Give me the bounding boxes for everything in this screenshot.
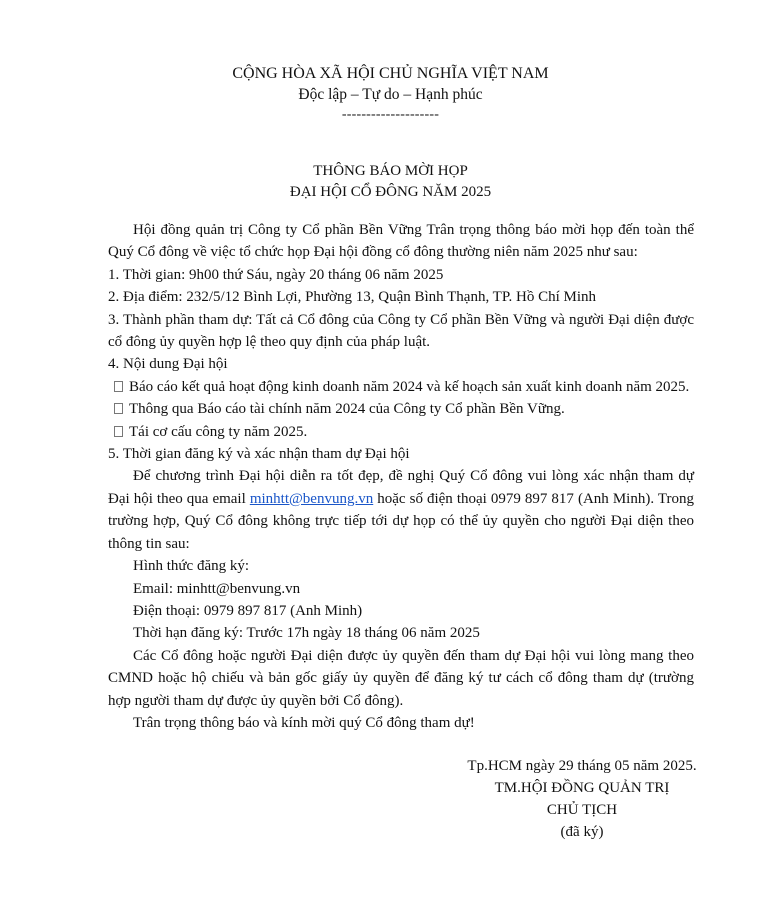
signature-status: (đã ký) [560,824,604,840]
bullet-box-icon [114,403,123,414]
intro-paragraph: Hội đồng quản trị Công ty Cổ phần Bền Vững Trân trọng thông báo mời họp đến toàn thể Quý Cổ đông về việc tổ chức họp Đại hội đồng cổ đông thường niên năm 2025 như sau: [108,222,694,261]
agenda-item [108,421,694,443]
agenda-item [108,398,694,420]
confirm-text-end: hoặc số điện thoại 0979 897 817 (Anh Minh). Trong trường hợp, Quý Cổ đông không trực tiếp tới dự họp có thể ủy quyền cho người Đại diện theo thông tin sau: [108,490,694,552]
nation-title: CỘNG HÒA XÃ HỘI CHỦ NGHĨA VIỆT NAM [232,65,549,82]
email-link[interactable]: minhtt@benvung.vn [249,490,374,507]
bullet-box-icon [114,381,123,392]
agenda-item [108,376,694,398]
signature-date: Tp.HCM ngày 29 tháng 05 năm 2025. [467,758,697,774]
item-participants: 3. Thành phần tham dự: Tất cả Cổ đông của Công ty Cổ phần Bền Vững và người Đại diện được cổ đông ủy quyền hợp lệ theo quy định của pháp luật. [108,311,694,351]
agenda-item-text: Báo cáo kết quả hoạt động kinh doanh năm 2024 và kế hoạch sản xuất kinh doanh năm 2025. [129,378,690,395]
document-title [0,161,781,203]
document-body [108,219,694,734]
registration-email: Email: minhtt@benvung.vn [133,580,301,597]
signature-block [452,755,712,843]
agenda-item-text: Thông qua Báo cáo tài chính năm 2024 của Công ty Cổ phần Bền Vững. [129,401,565,418]
confirm-text-start: Để chương trình Đại hội diễn ra tốt đẹp, đề nghị Quý Cổ đông vui lòng xác nhận tham dự Đại hội theo qua email [108,468,694,507]
motto: Độc lập – Tự do – Hạnh phúc [298,86,483,103]
closing-line: Trân trọng thông báo và kính mời quý Cổ đông tham dự! [133,714,475,731]
item-location: 2. Địa điểm: 232/5/12 Bình Lợi, Phường 13, Quận Bình Thạnh, TP. Hồ Chí Minh [108,289,597,306]
item-registration: 5. Thời gian đăng ký và xác nhận tham dự Đại hội [108,446,410,463]
registration-phone: Điện thoại: 0979 897 817 (Anh Minh) [133,602,363,619]
registration-heading: Hình thức đăng ký: [133,558,250,575]
signature-role: CHỦ TỊCH [546,802,618,818]
item-time: 1. Thời gian: 9h00 thứ Sáu, ngày 20 tháng 06 năm 2025 [108,266,444,283]
item-agenda: 4. Nội dung Đại hội [108,356,228,373]
signature-org: TM.HỘI ĐỒNG QUẢN TRỊ [494,780,670,796]
bullet-box-icon [114,426,123,437]
documents-paragraph: Các Cổ đông hoặc người Đại diện được ủy quyền đến tham dự Đại hội vui lòng mang theo CMND hoặc hộ chiếu và bản gốc giấy ủy quyền để đăng ký tư cách cổ đông tham dự (trường hợp người tham dự được ủy quyền bởi Cổ đông). [108,647,694,709]
title-line-2: ĐẠI HỘI CỔ ĐÔNG NĂM 2025 [289,184,492,200]
national-header [0,63,781,125]
confirm-paragraph [108,465,694,555]
header-divider: -------------------- [341,107,440,122]
registration-deadline: Thời hạn đăng ký: Trước 17h ngày 18 tháng 06 năm 2025 [133,625,480,642]
title-line-1: THÔNG BÁO MỜI HỌP [313,163,468,179]
agenda-item-text: Tái cơ cấu công ty năm 2025. [129,423,308,440]
